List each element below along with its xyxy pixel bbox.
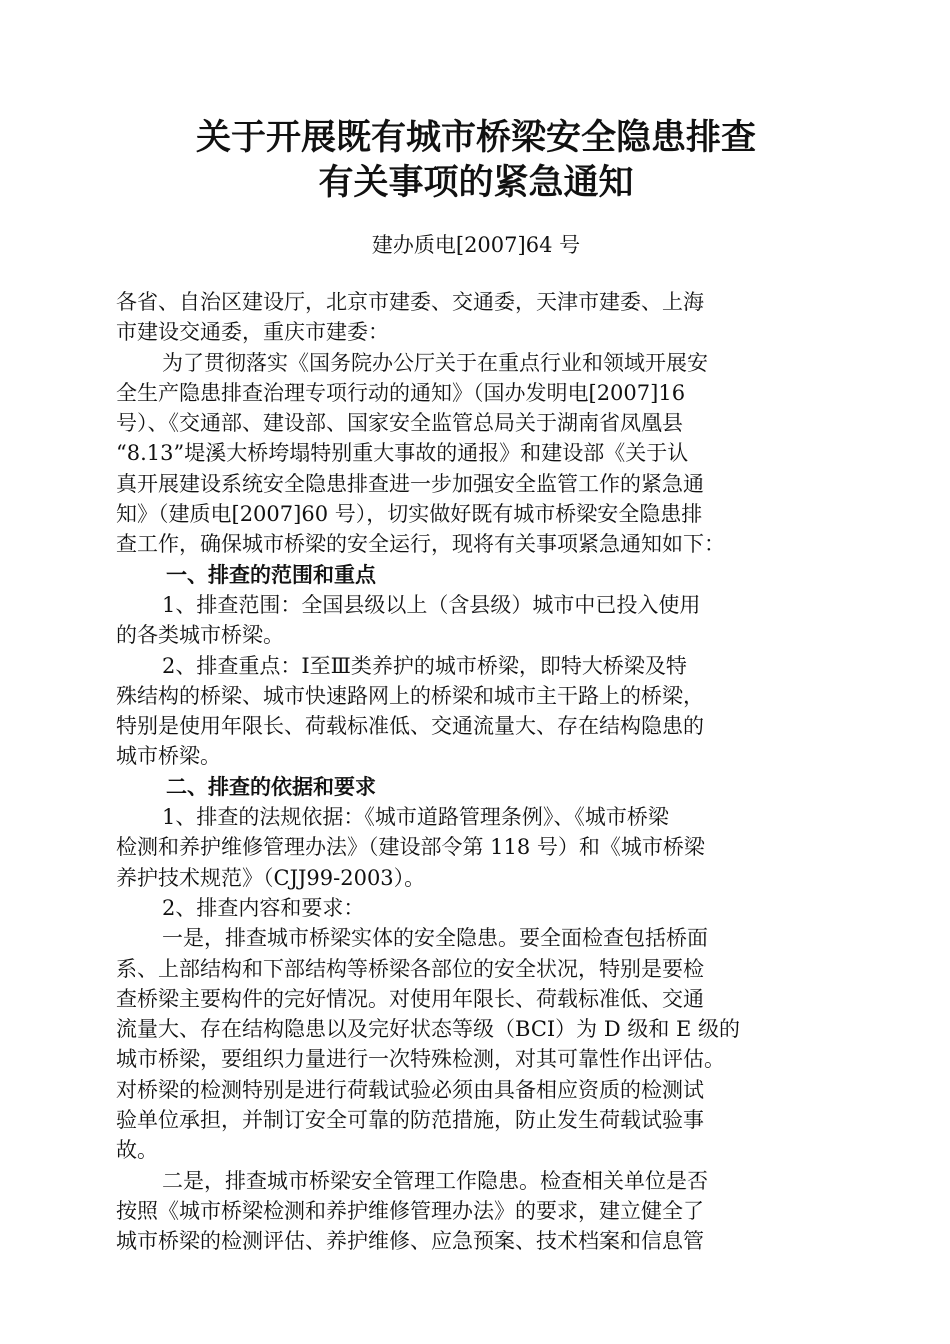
body-line: 养护技术规范》（CJJ99-2003）。: [116, 865, 426, 890]
document-number: 建办质电[2007]64 号: [371, 233, 581, 257]
body-line: 真开展建设系统安全隐患排查进一步加强安全监管工作的紧急通: [116, 471, 704, 496]
body-line: 知》（建质电[2007]60 号），切实做好既有城市桥梁安全隐患排: [116, 502, 703, 527]
body-line: 城市桥梁的检测评估、养护维修、应急预案、技术档案和信息管: [116, 1229, 704, 1254]
section-heading-1: 一、排查的范围和重点: [166, 562, 376, 587]
body-line: 验单位承担，并制订安全可靠的防范措施，防止发生荷载试验事: [116, 1108, 704, 1133]
body-line: 各省、自治区建设厅，北京市建委、交通委，天津市建委、上海: [116, 290, 704, 314]
body-line: 城市桥梁，要组织力量进行一次特殊检测，对其可靠性作出评估。: [116, 1047, 725, 1072]
body-line: 查桥梁主要构件的完好情况。对使用年限长、荷载标准低、交通: [116, 986, 704, 1011]
body-line: 2、排查重点：Ⅰ至Ⅲ类养护的城市桥梁，即特大桥梁及特: [162, 653, 687, 678]
body-line: 全生产隐患排查治理专项行动的通知》（国办发明电[2007]16: [116, 380, 686, 405]
body-line: 号）、《交通部、建设部、国家安全监管总局关于湖南省凤凰县: [116, 411, 683, 436]
body-line: 查工作，确保城市桥梁的安全运行，现将有关事项紧急通知如下：: [116, 532, 725, 557]
body-line: 检测和养护维修管理办法》（建设部令第 118 号）和《城市桥梁: [116, 835, 705, 860]
body-line: 城市桥梁。: [116, 744, 221, 769]
body-line: 流量大、存在结构隐患以及完好状态等级（BCI）为 D 级和 E 级的: [116, 1017, 741, 1042]
body-line: 市建设交通委，重庆市建委：: [116, 320, 389, 345]
body-line: 1、排查范围：全国县级以上（含县级）城市中已投入使用: [162, 592, 701, 617]
body-line: 按照《城市桥梁检测和养护维修管理办法》的要求，建立健全了: [116, 1198, 704, 1223]
body-line: 故。: [116, 1138, 158, 1163]
body-line: 一是，排查城市桥梁实体的安全隐患。要全面检查包括桥面: [162, 926, 708, 951]
document-title-line-2: 有关事项的紧急通知: [318, 163, 634, 203]
body-line: 特别是使用年限长、荷载标准低、交通流量大、存在结构隐患的: [116, 714, 704, 739]
body-line: 2、排查内容和要求：: [162, 895, 365, 920]
body-line: 二是，排查城市桥梁安全管理工作隐患。检查相关单位是否: [162, 1168, 708, 1193]
document-body: [116, 287, 836, 1257]
body-line: 殊结构的桥梁、城市快速路网上的桥梁和城市主干路上的桥梁，: [116, 683, 704, 708]
body-line: 的各类城市桥梁。: [116, 623, 284, 648]
section-heading-2: 二、排查的依据和要求: [166, 774, 376, 799]
body-line: “8.13”堤溪大桥垮塌特别重大事故的通报》和建设部《关于认: [116, 441, 689, 466]
document-title-line-1: 关于开展既有城市桥梁安全隐患排查: [195, 118, 756, 158]
body-line: 系、上部结构和下部结构等桥梁各部位的安全状况，特别是要检: [116, 956, 704, 981]
body-line: 为了贯彻落实《国务院办公厅关于在重点行业和领域开展安: [162, 350, 708, 375]
body-line: 1、排查的法规依据：《城市道路管理条例》、《城市桥梁: [162, 805, 669, 830]
body-line: 对桥梁的检测特别是进行荷载试验必须由具备相应资质的检测试: [116, 1077, 704, 1102]
